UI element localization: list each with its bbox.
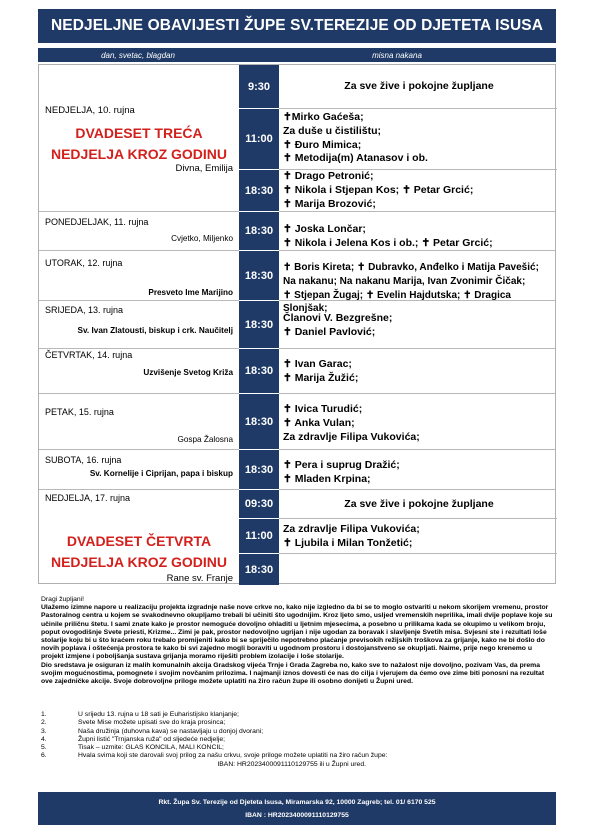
intention-line: ✝ Anka Vulan; xyxy=(283,416,355,429)
intention-line: Članovi V. Bezgrešne; xyxy=(283,312,393,324)
list-number: 2. xyxy=(41,719,47,727)
saint-name: Cvjetko, Miljenko xyxy=(171,234,233,243)
mass-time: 11:00 xyxy=(239,109,279,170)
mass-intention xyxy=(283,403,555,444)
list-text: Hvala svima koji ste darovali svoj prilog za našu crkvu, svoje priloge možete uplatiti na žiro račun župe: xyxy=(78,752,388,760)
day-label: SUBOTA, 16. rujna xyxy=(45,455,122,465)
mass-time: 18:30 xyxy=(239,170,279,212)
list-item xyxy=(41,744,556,752)
intention-line: Za zdravlje Filipa Vukovića; xyxy=(283,523,420,535)
mass-intention xyxy=(283,111,555,166)
numbered-list xyxy=(41,711,556,769)
mass-intention xyxy=(283,80,555,94)
iban-line: IBAN: HR2023400091110129755 ili u Župni ured. xyxy=(217,760,366,768)
intention-line: ✝ Nikola i Jelena Kos i ob.; ✝ Petar Grcić; xyxy=(283,236,493,249)
intention-line: ✝Mirko Gaćeša; xyxy=(283,111,364,123)
mass-schedule xyxy=(38,64,556,584)
intention-line: ✝ Đuro Mimica; xyxy=(283,138,362,151)
intention-line: ✝ Metodija(m) Atanasov i ob. xyxy=(283,152,428,165)
list-number: 6. xyxy=(41,752,47,760)
day-divider xyxy=(39,348,555,349)
mass-intention xyxy=(283,223,555,251)
list-number: 5. xyxy=(41,744,47,752)
list-item xyxy=(41,728,556,736)
footer-address: Rkt. Župa Sv. Terezije od Djeteta Isusa, Miramarska 92, 10000 Zagreb; tel. 01/ 6170 525 xyxy=(158,798,436,806)
list-text: Naša družinja (duhovna kava) se nastavljaju u donjoj dvorani; xyxy=(78,727,264,735)
intention-line: ✝ Ivan Garac; xyxy=(283,358,352,370)
saint-name: Uzvišenje Svetog Križa xyxy=(143,368,233,377)
day-divider xyxy=(39,393,555,394)
intention-line: ✝ Nikola i Stjepan Kos; ✝ Petar Grcić; xyxy=(283,183,474,196)
day-label: SRIJEDA, 13. rujna xyxy=(45,305,124,315)
saint-name: Rane sv. Franje xyxy=(166,573,233,584)
day-label: NEDJELJA, 10. rujna xyxy=(45,105,135,116)
intention-line: ✝ Ljubila i Milan Tonžetić; xyxy=(283,536,413,549)
mass-divider xyxy=(279,553,557,554)
list-text: Župni listić "Trnjanska ruža" od sljedeće nedjelje; xyxy=(78,735,226,743)
intention-line: ✝ Marija Žužić; xyxy=(283,371,359,384)
list-number: 4. xyxy=(41,735,47,743)
intention-line: Za sve žive i pokojne župljane xyxy=(344,498,494,510)
mass-time: 9:30 xyxy=(239,65,279,109)
mass-intention xyxy=(283,261,555,316)
page-title: NEDJELJNE OBAVIJESTI ŽUPE SV.TEREZIJE OD DJETETA ISUSA xyxy=(38,9,556,43)
intention-line: ✝ Mladen Krpina; xyxy=(283,472,371,485)
mass-intention xyxy=(283,312,555,340)
list-text: U srijedu 13. rujna u 18 sati je Euharistijsko klanjanje; xyxy=(78,711,239,718)
mass-time: 11:00 xyxy=(239,519,279,554)
day-label: ČETVRTAK, 14. rujna xyxy=(45,350,133,360)
intention-line: ✝ Marija Brozović; xyxy=(283,197,376,210)
mass-time: 18:30 xyxy=(239,450,279,490)
mass-intention xyxy=(283,459,555,487)
intention-line: ✝ Pera i suprug Dražić; xyxy=(283,459,400,471)
saint-name: Sv. Ivan Zlatousti, biskup i crk. Naučitelj xyxy=(77,326,233,335)
mass-time: 18:30 xyxy=(239,349,279,394)
list-item xyxy=(41,719,556,727)
sunday-title-line: NEDJELJA KROZ GODINU xyxy=(50,554,228,570)
paragraph: Ulažemo izimne napore u realizaciju projekta izgradnje naše nove crkve no, kako nije izgledno da bi se to moglo ostvariti u nekom skorijem vremenu, prostor Pastoralnog centra u kojem se svakodnevno okupljamo trebali bi učiniti što ugodnijim. Kroz ljeto smo, usljed vremenskih neprilika, imali dvije poplave koje su učinile priličnu štetu. I sami znate kako je prostor nemoguće dovoljno ohladiti u ljetnim mjesecima, a posebno u prilikama kada se okupimo u velikom broju, poput ovogodišnje Svete priesti, Krizme... Zimi je pak, prostor nedovoljno ugrijan i nije ugodan za boravak i slavljenje Svetih misa. Svjesni ste i rezultati loše stolarije koju bi u što kraćem roku trebalo promijeniti kako bi se spriječilo nepotrebno plaćanje previsokih režijskih troškova za grijanje, kako ne bi došlo do novih poplava i oštećenja prostora te kako bi svi zajedno mogli boraviti u ugodnom prostoru i dostojanstveno se okupljati. Naime, prije nego krenemo u projekt izmjene i poboljšanja sustava grijanja moramo riješiti problem izolacije i loše stolarije. xyxy=(41,604,553,661)
paragraph: Dio sredstava je osiguran iz malih komunalnih akcija Gradskog vijeća Trnje i Grada Zagreba no, kako sve to nažalost nije dovoljno, pozivam Vas, da prema svojim mogućnostima, pomognete i svojim novčanim prilozima. I najmanji iznos dovesti će nas do cilja i vjerujem da ćemo ove zime biti ponosni na rezultat ove zajedničke akcije. Svoje dobrovoljne priloge možete uplatiti na žiro račun župe ili osobno donijeti u Župni ured. xyxy=(41,661,545,686)
mass-time: 18:30 xyxy=(239,394,279,450)
mass-divider xyxy=(279,518,557,519)
saint-name: Presveto Ime Marijino xyxy=(148,288,233,297)
header-intention-label: misna nakana xyxy=(372,50,422,60)
intention-line: ✝ Daniel Pavlović; xyxy=(283,325,376,338)
intention-line: ✝ Drago Petronić; xyxy=(283,170,374,182)
intention-line: ✝ Joska Lončar; xyxy=(283,223,366,235)
intention-line: ✝ Boris Kireta; ✝ Dubravko, Anđelko i Matija Pavešić; xyxy=(283,262,539,273)
intention-line: Na nakanu; Na nakanu Marija, Ivan Zvonimir Čičak; xyxy=(283,275,526,287)
day-label: UTORAK, 12. rujna xyxy=(45,258,123,268)
day-label: PONEDJELJAK, 11. rujna xyxy=(45,217,149,227)
table-header xyxy=(38,48,556,62)
day-divider xyxy=(39,449,555,450)
footer xyxy=(38,792,556,825)
list-item xyxy=(41,736,556,744)
day-divider xyxy=(39,489,555,490)
list-number: 1. xyxy=(41,711,47,718)
announcement-text xyxy=(41,596,556,686)
list-number: 3. xyxy=(41,727,47,735)
day-label: NEDJELJA, 17. rujna xyxy=(45,493,131,503)
saint-name: Divna, Emilija xyxy=(175,163,233,174)
greeting: Dragi župljani! xyxy=(41,596,85,603)
intention-line: ✝ Stjepan Žugaj; ✝ Evelin Hajdutska; ✝ Dragica Slonjšak; xyxy=(283,289,511,315)
day-label: PETAK, 15. rujna xyxy=(45,407,114,417)
list-text: Svete Mise možete upisati sve do kraja prosinca; xyxy=(78,719,226,727)
intention-line: ✝ Ivica Turudić; xyxy=(283,403,363,415)
sunday-title-line: NEDJELJA KROZ GODINU xyxy=(50,146,228,162)
sunday-title-line: DVADESET ČETVRTA xyxy=(66,533,212,549)
list-item xyxy=(41,752,556,760)
list-item xyxy=(41,711,556,719)
mass-time: 18:30 xyxy=(239,301,279,349)
list-text: Tisak – uzmite: GLAS KONCILA, MALI KONCIL; xyxy=(78,744,224,752)
intention-line: Za sve žive i pokojne župljane xyxy=(344,80,494,92)
mass-time: 18:30 xyxy=(239,251,279,301)
saint-name: Sv. Kornelije i Ciprijan, papa i biskup xyxy=(89,469,233,478)
intention-line: Za duše u čistilištu; xyxy=(283,124,382,137)
footer-iban: IBAN : HR2023400091110129755 xyxy=(245,811,349,819)
intention-line: Za zdravlje Filipa Vukovića; xyxy=(283,430,420,443)
mass-intention xyxy=(283,358,555,386)
mass-intention xyxy=(283,523,555,551)
mass-intention xyxy=(283,498,555,512)
mass-time: 18:30 xyxy=(239,554,279,585)
mass-time: 18:30 xyxy=(239,212,279,251)
header-day-label: dan, svetac, blagdan xyxy=(101,50,175,60)
sunday-title-line: DVADESET TREĆA xyxy=(75,125,203,141)
mass-time: 09:30 xyxy=(239,490,279,519)
saint-name: Gospa Žalosna xyxy=(177,435,233,444)
mass-intention xyxy=(283,170,555,211)
mass-divider xyxy=(279,108,557,109)
